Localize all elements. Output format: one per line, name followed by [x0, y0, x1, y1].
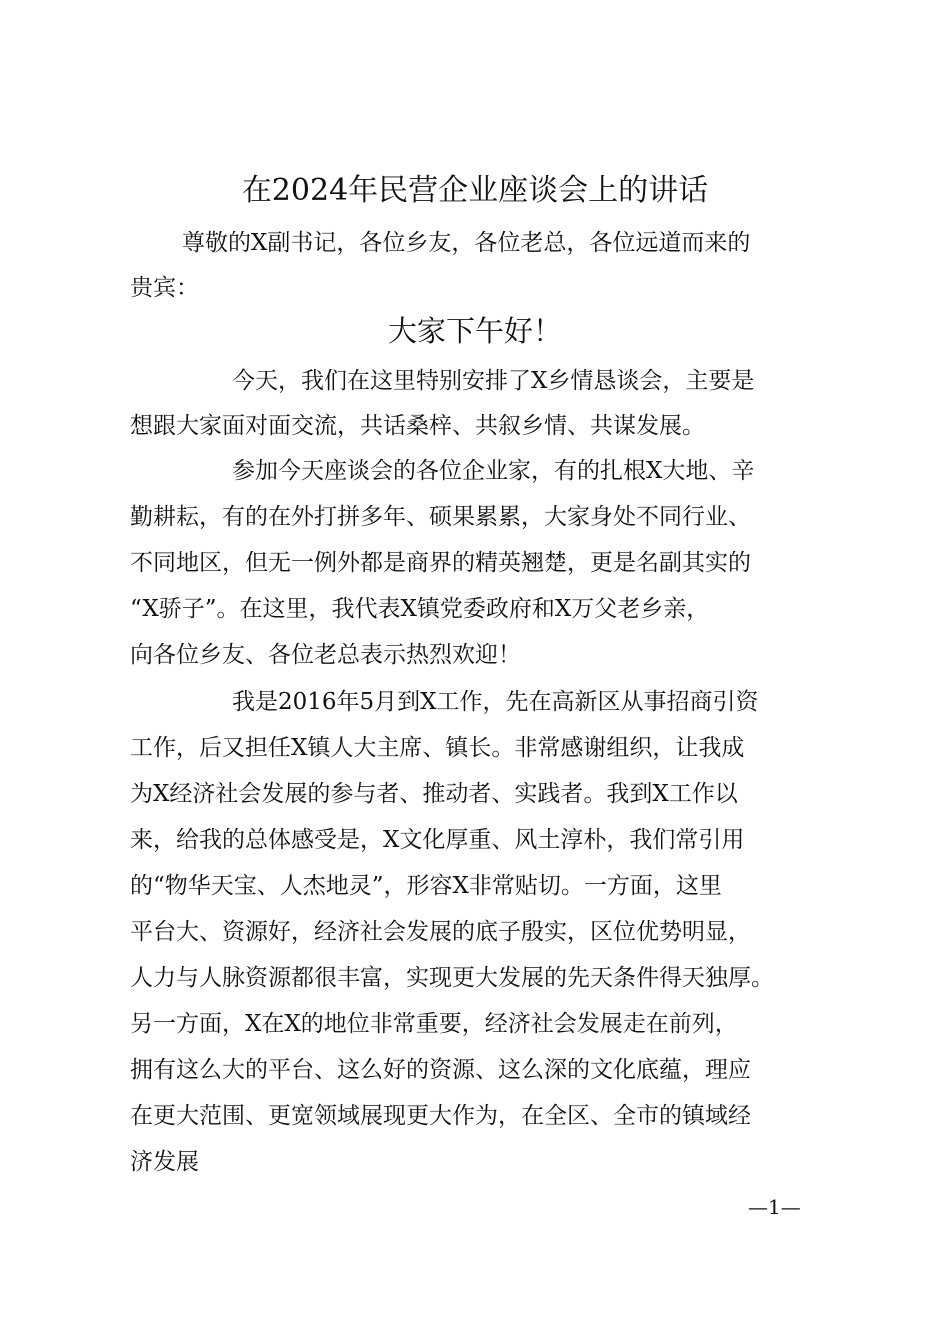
body-line-2: 想跟大家面对面交流，共话桑梓、共叙乡情、共谋发展。 — [130, 413, 705, 439]
body-line-12: 的“物华天宝、人杰地灵”，形容X非常贴切。一方面，这里 — [130, 873, 722, 899]
body-line-13: 平台大、资源好，经济社会发展的底子殷实，区位优势明显， — [130, 919, 751, 945]
body-line-5: 不同地区，但无一例外都是商界的精英翘楚，更是名副其实的 — [130, 550, 751, 576]
salutation-line-1: 尊敬的X副书记，各位乡友，各位老总，各位远道而来的 — [182, 230, 751, 256]
body-line-14: 人力与人脉资源都很丰富，实现更大发展的先天条件得天独厚。 — [130, 965, 774, 991]
body-line-11: 来，给我的总体感受是，X文化厚重、风土淳朴，我们常引用 — [130, 827, 745, 853]
body-line-18: 济发展 — [130, 1149, 199, 1175]
greeting: 大家下午好！ — [387, 314, 562, 348]
salutation-line-2: 贵宾： — [130, 275, 199, 301]
body-line-1: 今天，我们在这里特别安排了X乡情恳谈会，主要是 — [232, 368, 755, 394]
body-line-15: 另一方面，X在X的地位非常重要，经济社会发展走在前列， — [130, 1011, 738, 1037]
document-title: 在2024年民营企业座谈会上的讲话 — [241, 173, 709, 208]
body-line-6: “X骄子”。在这里，我代表X镇党委政府和X万父老乡亲， — [130, 596, 710, 622]
body-line-17: 在更大范围、更宽领域展现更大作为，在全区、全市的镇域经 — [130, 1103, 751, 1129]
body-line-4: 勤耕耘，有的在外打拼多年、硕果累累，大家身处不同行业、 — [130, 504, 751, 530]
body-line-16: 拥有这么大的平台、这么好的资源、这么深的文化底蕴，理应 — [130, 1057, 751, 1083]
body-line-7: 向各位乡友、各位老总表示热烈欢迎！ — [130, 642, 521, 668]
page-number: —1— — [748, 1195, 801, 1219]
body-line-10: 为X经济社会发展的参与者、推动者、实践者。我到X工作以 — [130, 781, 738, 807]
body-line-8: 我是2016年5月到X工作，先在高新区从事招商引资 — [232, 689, 759, 715]
body-line-9: 工作，后又担任X镇人大主席、镇长。非常感谢组织，让我成 — [130, 735, 745, 761]
body-line-3: 参加今天座谈会的各位企业家，有的扎根X大地、辛 — [232, 458, 755, 484]
